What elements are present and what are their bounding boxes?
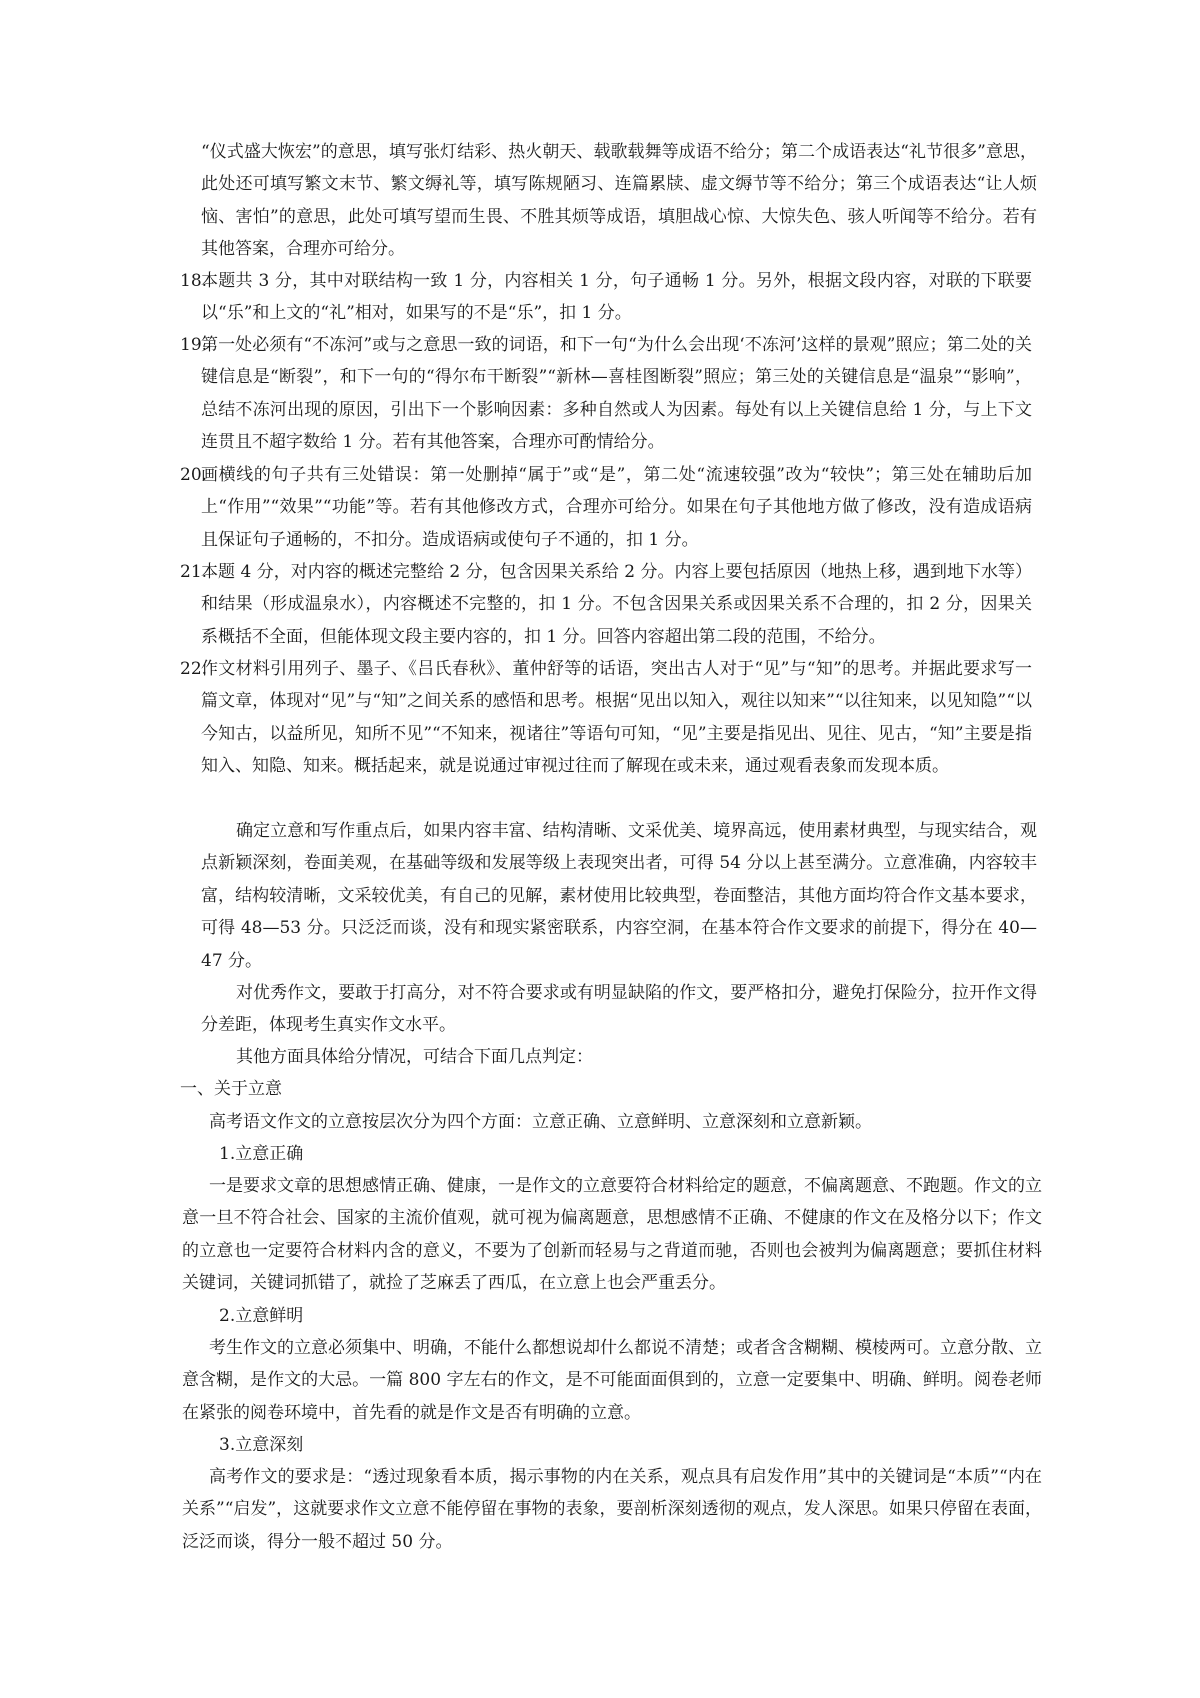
answer-number: 21. xyxy=(180,562,208,582)
answer-20 xyxy=(180,459,1032,556)
answer-21 xyxy=(180,556,1032,653)
subsection-title-3: 3.立意深刻 xyxy=(219,1435,304,1455)
subsection-text-2: 考生作文的立意必须集中、明确，不能什么都想说却什么都说不清楚；或者含含糊糊、模棱两可。立意分散、立意含糊，是作文的大忌。一篇 800 字左右的作文，是不可能面面俱到的，立意一定要集中、明确、鲜明。阅卷老师在紧张的阅卷环境中，首先看的就是作文是否有明确的立意。 xyxy=(182,1338,1042,1423)
answer-number: 19. xyxy=(180,335,208,355)
answer-number: 18. xyxy=(180,271,208,291)
answer-17-continuation: “仪式盛大恢宏”的意思，填写张灯结彩、热火朝天、载歌载舞等成语不给分；第二个成语表达“礼节很多”意思，此处还可填写繁文末节、繁文缛礼等，填写陈规陋习、连篇累牍、虚文缛节等不给分；第三个成语表达“让人烦恼、害怕”的意思，此处可填写望而生畏、不胜其烦等成语，填胆战心惊、大惊失色、骇人听闻等不给分。若有其他答案，合理亦可给分。 xyxy=(201,142,1037,260)
answer-19 xyxy=(180,329,1032,459)
section-intro: 高考语文作文的立意按层次分为四个方面：立意正确、立意鲜明、立意深刻和立意新颖。 xyxy=(209,1112,872,1132)
answer-text: 本题 4 分，对内容的概述完整给 2 分，包含因果关系给 2 分。内容上要包括原因（地热上移，遇到地下水等）和结果（形成温泉水），内容概述不完整的，扣 1 分。不包含因果关系或因果关系不合理的，扣 2 分，因果关系概括不全面，但能体现文段主要内容的，扣 1 分。回答内容超出第二段的范围，不给分。 xyxy=(201,562,1032,647)
subsection-text-1: 一是要求文章的思想感情正确、健康，一是作文的立意要符合材料给定的题意，不偏离题意、不跑题。作文的立意一旦不符合社会、国家的主流价值观，就可视为偏离题意，思想感情不正确、不健康的作文在及格分以下；作文的立意也一定要符合材料内含的意义，不要为了创新而轻易与之背道而驰，否则也会被判为偏离题意；要抓住材料关键词，关键词抓错了，就捡了芝麻丢了西瓜，在立意上也会严重丢分。 xyxy=(182,1176,1042,1294)
answer-number: 22. xyxy=(180,659,208,679)
answer-text: 第一处必须有“不冻河”或与之意思一致的词语，和下一句“为什么会出现‘不冻河’这样的景观”照应；第二处的关键信息是“断裂”，和下一句的“得尔布干断裂”“新林—喜桂图断裂”照应；第三处的关键信息是“温泉”“影响”，总结不冻河出现的原因，引出下一个影响因素：多种自然或人为因素。每处有以上关键信息给 1 分，与上下文连贯且不超字数给 1 分。若有其他答案，合理亦可酌情给分。 xyxy=(201,335,1032,453)
answer-text: 本题共 3 分，其中对联结构一致 1 分，内容相关 1 分，句子通畅 1 分。另外，根据文段内容，对联的下联要以“乐”和上文的“礼”相对，如果写的不是“乐”，扣 1 分。 xyxy=(201,271,1032,324)
answer-22 xyxy=(180,653,1032,783)
scoring-paragraph-1: 确定立意和写作重点后，如果内容丰富、结构清晰、文采优美、境界高远，使用素材典型，与现实结合，观点新颖深刻，卷面美观，在基础等级和发展等级上表现突出者，可得 54 分以上甚至满分。立意准确，内容较丰富，结构较清晰，文采较优美，有自己的见解，素材使用比较典型，卷面整洁，其他方面均符合作文基本要求，可得 48—53 分。只泛泛而谈，没有和现实紧密联系，内容空洞，在基本符合作文要求的前提下，得分在 40—47 分。 xyxy=(201,821,1037,971)
section-heading: 一、关于立意 xyxy=(180,1079,282,1099)
answer-number: 20. xyxy=(180,465,208,485)
subsection-text-3: 高考作文的要求是：“透过现象看本质，揭示事物的内在关系，观点具有启发作用”其中的关键词是“本质”“内在关系”“启发”，这就要求作文立意不能停留在事物的表象，要剖析深刻透彻的观点，发人深思。如果只停留在表面，泛泛而谈，得分一般不超过 50 分。 xyxy=(182,1467,1042,1552)
answer-text: 作文材料引用列子、墨子、《吕氏春秋》、董仲舒等的话语，突出古人对于“见”与“知”的思考。并据此要求写一篇文章，体现对“见”与“知”之间关系的感悟和思考。根据“见出以知入，观往以知来”“以往知来，以见知隐”“以今知古，以益所见，知所不见”“不知来，视诸往”等语句可知，“见”主要是指见出、见往、见古，“知”主要是指知入、知隐、知来。概括起来，就是说通过审视过往而了解现在或未来，通过观看表象而发现本质。 xyxy=(201,659,1032,777)
answer-text: 画横线的句子共有三处错误：第一处删掉“属于”或“是”，第二处“流速较强”改为“较快”；第三处在辅助后加上“作用”“效果”“功能”等。若有其他修改方式，合理亦可给分。如果在句子其他地方做了修改，没有造成语病且保证句子通畅的，不扣分。造成语病或使句子不通的，扣 1 分。 xyxy=(201,465,1032,550)
scoring-paragraph-2: 对优秀作文，要敢于打高分，对不符合要求或有明显缺陷的作文，要严格扣分，避免打保险分，拉开作文得分差距，体现考生真实作文水平。 xyxy=(201,983,1037,1036)
scoring-paragraph-3: 其他方面具体给分情况，可结合下面几点判定： xyxy=(236,1047,593,1067)
answer-18 xyxy=(180,265,1032,330)
subsection-title-1: 1.立意正确 xyxy=(219,1144,304,1164)
subsection-title-2: 2.立意鲜明 xyxy=(219,1306,304,1326)
